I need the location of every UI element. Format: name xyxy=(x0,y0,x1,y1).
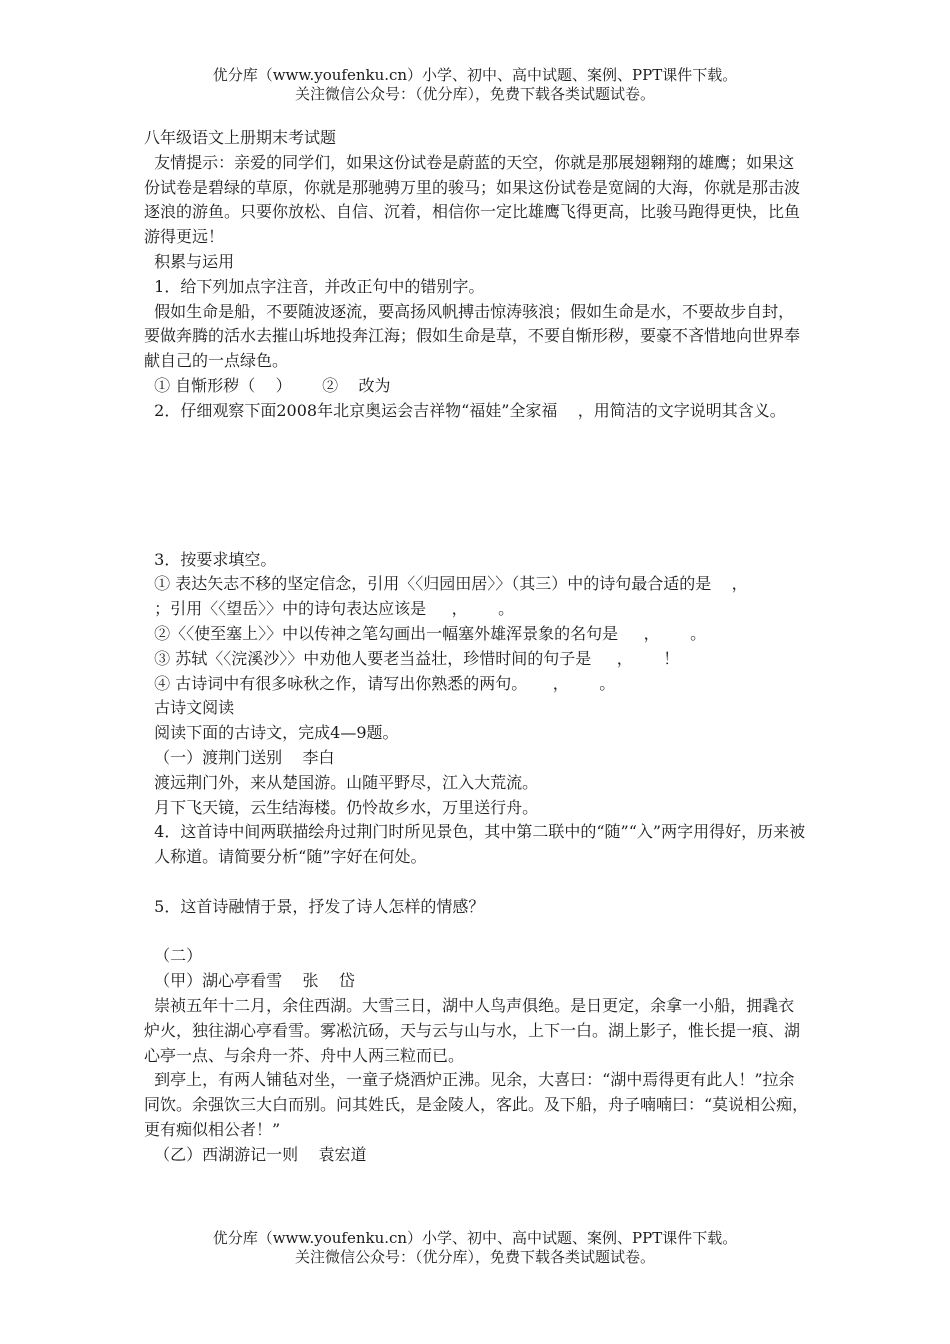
answer-space xyxy=(144,424,809,548)
question-1-text: 假如生命是船，不要随波逐流，要高扬风帆搏击惊涛骇浪；假如生命是水，不要故步自封，要做奔腾的活水去摧山坼地投奔江海；假如生命是草，不要自惭形秽，要豪不吝惜地向世界奉献自己的一点绿色。 xyxy=(144,301,801,371)
answer-space xyxy=(144,870,809,895)
section-heading-accumulation: 积累与运用 xyxy=(144,251,235,271)
footer-line-2: 关注微信公众号：（优分库），免费下载各类试题试卷。 xyxy=(294,1248,655,1266)
question-5: 5．这首诗融情于景，抒发了诗人怎样的情感？ xyxy=(144,896,485,916)
part-2-heading: （二） xyxy=(144,946,203,966)
footer-line-1: 优分库（www.youfenku.cn）小学、初中、高中试题、案例、PPT课件下载。 xyxy=(212,1229,738,1247)
question-2: 2．仔细观察下面2008年北京奥运会吉祥物“福娃”全家福 ，用简洁的文字说明其含义。 xyxy=(144,400,786,420)
question-1: 1．给下列加点字注音，并改正句中的错别字。 xyxy=(144,276,485,296)
poem-line-2: 月下飞天镜，云生结海楼。仍怜故乡水，万里送行舟。 xyxy=(144,797,539,817)
text-jia-title: （甲）湖心亭看雪 张 岱 xyxy=(144,971,355,991)
intro-paragraph: 友情提示：亲爱的同学们，如果这份试卷是蔚蓝的天空，你就是那展翅翱翔的雄鹰；如果这份试卷是碧绿的草原，你就是那驰骋万里的骏马；如果这份试卷是宽阔的大海，你就是那击波逐浪的游鱼。只要你放松、自信、沉着，相信你一定比雄鹰飞得更高，比骏马跑得更快，比鱼游得更远！ xyxy=(144,152,801,247)
header-line-2: 关注微信公众号：（优分库），免费下载各类试题试卷。 xyxy=(294,85,655,103)
question-3-item-1b: ；引用〈〈望岳〉〉中的诗句表达应该是 ， 。 xyxy=(144,599,515,619)
text-jia-paragraph-1: 崇祯五年十二月，余住西湖。大雪三日，湖中人鸟声俱绝。是日更定，余拿一小船，拥毳衣炉火，独往湖心亭看雪。雾凇沆砀，天与云与山与水，上下一白。湖上影子，惟长提一痕、湖心亭一点、与余舟一芥、舟中人两三粒而已。 xyxy=(144,995,801,1065)
question-4b: 人称道。请简要分析“随”字好在何处。 xyxy=(144,847,427,867)
reading-instruction: 阅读下面的古诗文，完成4—9题。 xyxy=(144,723,399,743)
question-4: 4．这首诗中间两联描绘舟过荆门时所见景色，其中第二联中的“随”“入”两字用得好，历来被 xyxy=(144,822,806,842)
page-footer xyxy=(0,1229,950,1267)
document-title: 八年级语文上册期末考试题 xyxy=(144,128,337,147)
question-3-item-1: ① 表达矢志不移的坚定信念，引用〈〈归园田居〉〉（其三）中的诗句最合适的是 ， xyxy=(144,574,748,594)
text-jia-paragraph-2: 到亭上，有两人铺毡对坐，一童子烧酒炉正沸。见余，大喜曰：“湖中焉得更有此人！”拉余同饮。余强饮三大白而别。问其姓氏，是金陵人，客此。及下船，舟子喃喃曰：“莫说相公痴，更有痴似相公者！” xyxy=(144,1070,809,1139)
poem-line-1: 渡远荆门外，来从楚国游。山随平野尽，江入大荒流。 xyxy=(144,772,539,792)
text-yi-title: （乙）西湖游记一则 袁宏道 xyxy=(144,1144,367,1164)
question-3-item-2: ②〈〈使至塞上〉〉中以传神之笔勾画出一幅塞外雄浑景象的名句是 ， 。 xyxy=(144,623,707,643)
question-3: 3．按要求填空。 xyxy=(144,549,277,569)
poem-title: （一）渡荆门送别 李白 xyxy=(144,747,335,767)
question-3-item-3: ③ 苏轼〈〈浣溪沙〉〉中劝他人要老当益壮，珍惜时间的句子是 ， ！ xyxy=(144,648,680,668)
question-1-fill: ① 自惭形秽（ ） ② 改为 xyxy=(144,375,391,395)
document-body xyxy=(144,126,809,1167)
answer-space xyxy=(144,920,809,945)
section-heading-reading: 古诗文阅读 xyxy=(144,698,235,718)
header-line-1: 优分库（www.youfenku.cn）小学、初中、高中试题、案例、PPT课件下载。 xyxy=(212,66,738,84)
question-3-item-4: ④ 古诗词中有很多咏秋之作，请写出你熟悉的两句。 ， 。 xyxy=(144,673,616,693)
page-header xyxy=(0,66,950,104)
